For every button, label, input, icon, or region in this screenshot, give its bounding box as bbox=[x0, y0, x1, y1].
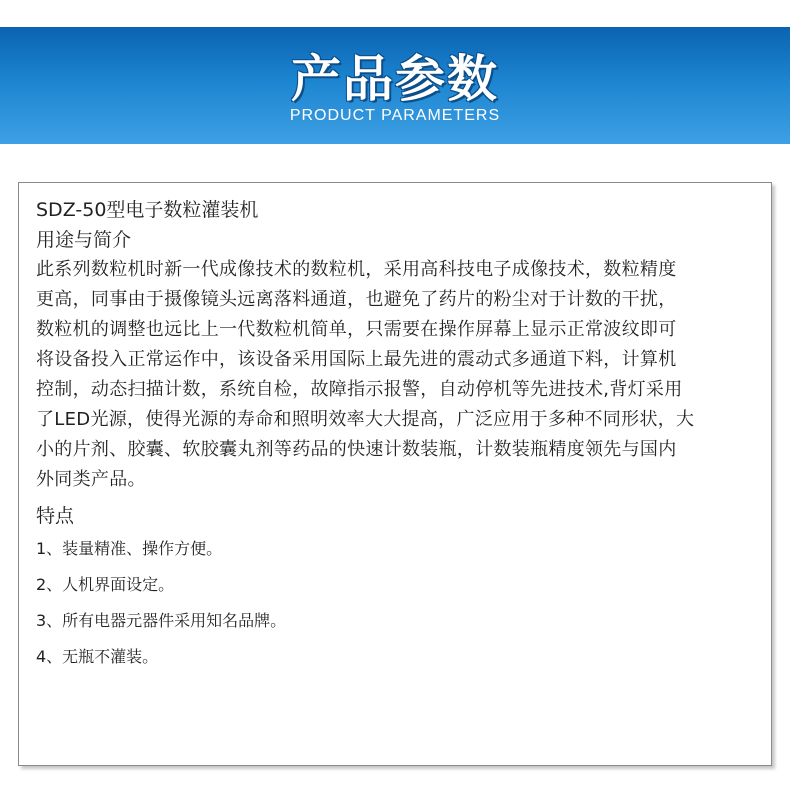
list-item: 1、装量精准、操作方便。 bbox=[36, 539, 223, 558]
description-line: 控制，动态扫描计数，系统自检，故障指示报警，自动停机等先进技术,背灯采用 bbox=[36, 379, 683, 400]
header-banner bbox=[0, 27, 790, 144]
description-line: 此系列数粒机时新一代成像技术的数粒机，采用高科技电子成像技术，数粒精度 bbox=[36, 259, 677, 280]
product-name: SDZ-50型电子数粒灌装机 bbox=[36, 199, 259, 221]
description-line: 更高，同事由于摄像镜头远离落料通道，也避免了药片的粉尘对于计数的干扰， bbox=[36, 289, 677, 310]
description-line: 外同类产品。 bbox=[36, 469, 146, 490]
list-item: 3、所有电器元器件采用知名品牌。 bbox=[36, 611, 287, 630]
usage-heading: 用途与简介 bbox=[36, 229, 132, 251]
list-item: 4、无瓶不灌装。 bbox=[36, 647, 159, 666]
list-item: 2、人机界面设定。 bbox=[36, 575, 175, 594]
banner-subtitle: PRODUCT PARAMETERS bbox=[289, 107, 501, 124]
description-line: 数粒机的调整也远比上一代数粒机简单，只需要在操作屏幕上显示正常波纹即可 bbox=[36, 319, 677, 340]
banner-title: 产品参数 bbox=[291, 50, 499, 108]
description-paragraph bbox=[36, 255, 768, 495]
features-heading: 特点 bbox=[36, 505, 75, 527]
description-line: 小的片剂、胶囊、软胶囊丸剂等药品的快速计数装瓶，计数装瓶精度领先与国内 bbox=[36, 439, 677, 460]
product-info-box bbox=[18, 182, 772, 766]
product-info-content bbox=[36, 195, 768, 675]
description-line: 了LED光源，使得光源的寿命和照明效率大大提高，广泛应用于多种不同形状，大 bbox=[36, 409, 695, 430]
description-line: 将设备投入正常运作中，该设备采用国际上最先进的震动式多通道下料，计算机 bbox=[36, 349, 677, 370]
features-list bbox=[36, 531, 768, 675]
